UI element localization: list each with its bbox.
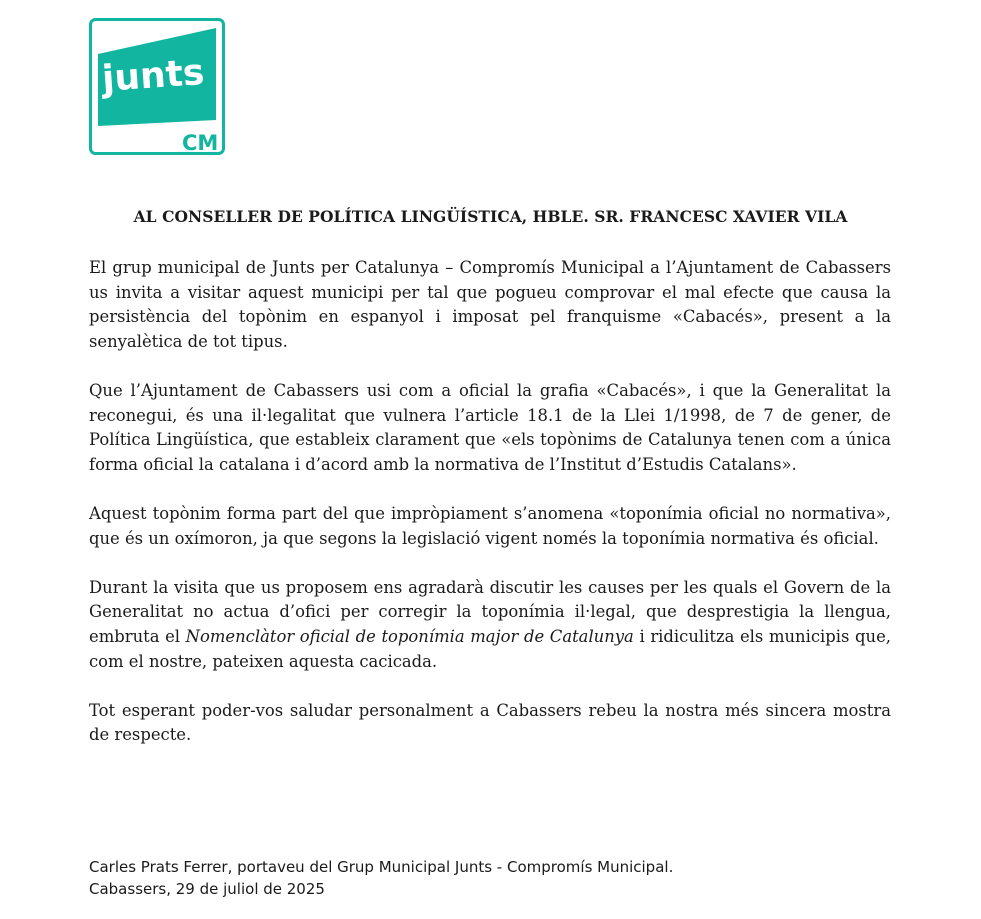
- letter-body: [89, 256, 891, 772]
- paragraph-toponymy: Aquest topònim forma part del que impròpiament s’anomena «toponímia oficial no normativa», que és un oxímoron, ja que segons la legislació vigent només la toponímia normativa és oficial.: [89, 503, 891, 548]
- signature-author: Carles Prats Ferrer, portaveu del Grup Municipal Junts - Compromís Municipal.: [89, 858, 674, 876]
- junts-cm-logo: [89, 18, 225, 155]
- signature-block: [89, 856, 673, 900]
- paragraph-visit-end: i ridiculitza els municipis que, com el nostre, pateixen aquesta cacicada.: [89, 626, 891, 671]
- signature-place-date: Cabassers, 29 de juliol de 2025: [89, 880, 325, 898]
- paragraph-closing: Tot esperant poder-vos saludar personalment a Cabassers rebeu la nostra més sincera mostra de respecte.: [89, 700, 891, 745]
- paragraph-visit-start: Durant la visita que us proposem ens agradarà discutir les causes per les quals el Govern de la Generalitat no actua d’ofici per corregir la toponímia il·legal, que desprestigia la llengua, embruta el: [89, 577, 891, 646]
- paragraph-illegality: Que l’Ajuntament de Cabassers usi com a oficial la grafia «Cabacés», i que la Generalitat la reconegui, és una il·legalitat que vulnera l’article 18.1 de la Llei 1/1998, de 7 de gener, de Política Lingüística, que estableix clarament que «els topònims de Catalunya tenen com a única forma oficial la catalana i d’acord amb la normativa de l’Institut d’Estudis Catalans».: [89, 380, 891, 474]
- logo-badge: CM: [182, 131, 219, 155]
- logo-wordmark: junts: [100, 51, 206, 100]
- paragraph-invitation: El grup municipal de Junts per Catalunya – Compromís Municipal a l’Ajuntament de Cabassers us invita a visitar aquest municipi per tal que pogueu comprovar el mal efecte que causa la persistència del topònim en espanyol i imposat pel franquisme «Cabacés», present a la senyalètica de tot tipus.: [89, 258, 891, 351]
- nomenclator-title: Nomenclàtor oficial de toponímia major de Catalunya: [185, 626, 634, 646]
- letter-title: AL CONSELLER DE POLÍTICA LINGÜÍSTICA, HBLE. SR. FRANCESC XAVIER VILA: [133, 207, 848, 226]
- junts-logo-graphic: [89, 18, 225, 155]
- paragraph-visit: [89, 576, 891, 674]
